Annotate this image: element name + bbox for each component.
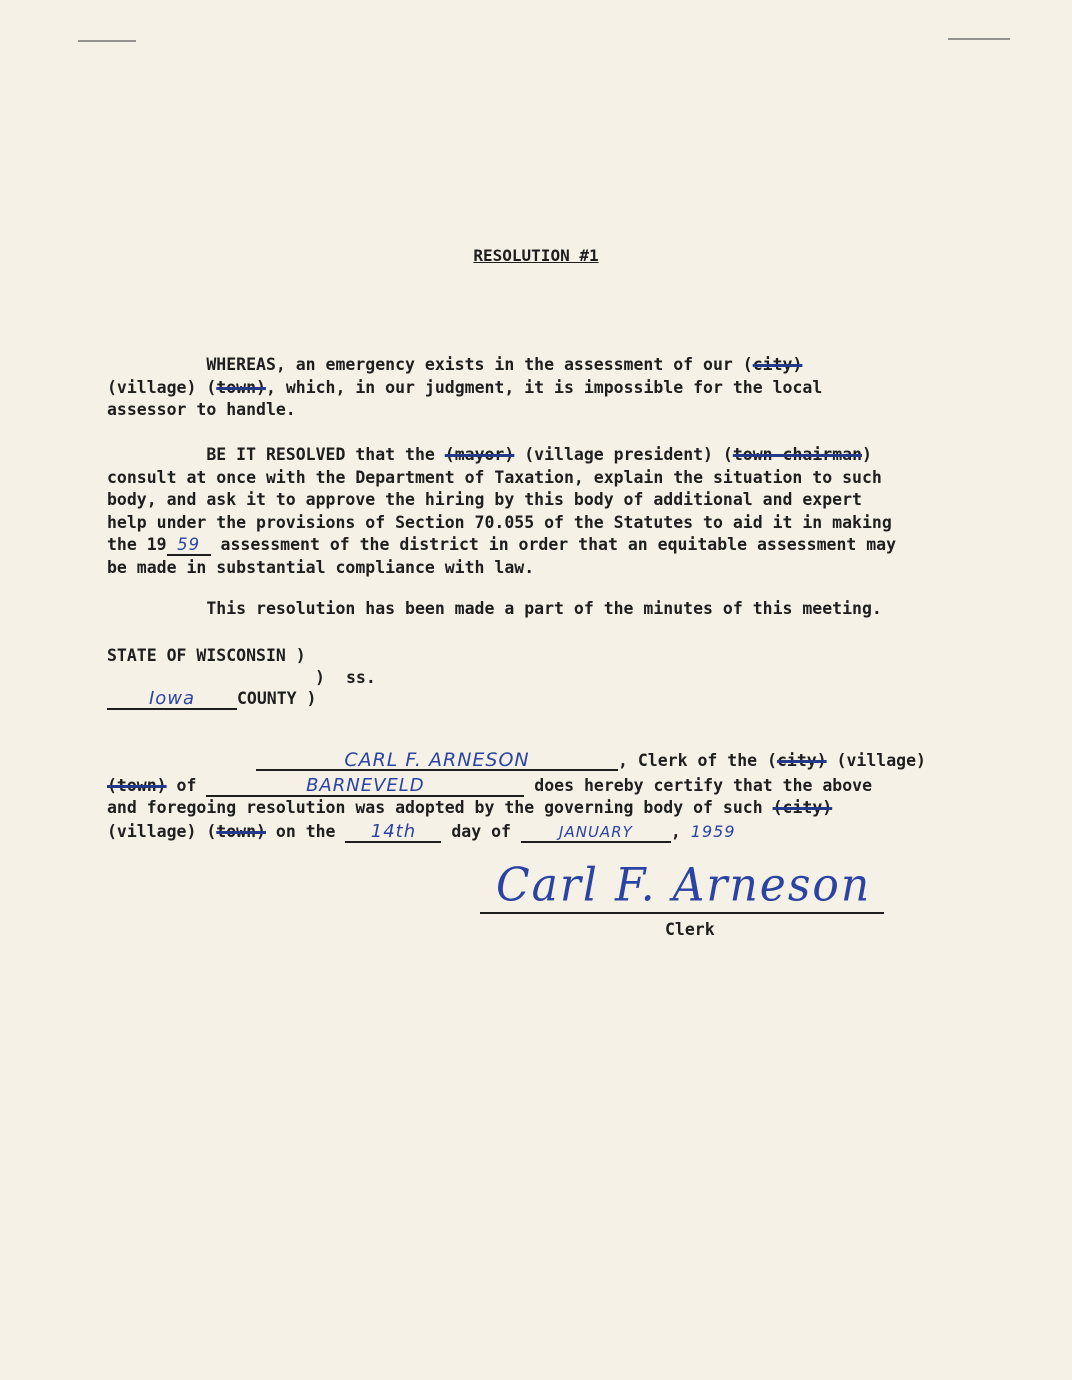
year-value: 1959 <box>690 822 736 841</box>
cert-line-1: CARL F. ARNESON , Clerk of the (city) (village) <box>256 751 926 771</box>
state-line: STATE OF WISCONSIN ) <box>107 646 306 665</box>
place-fill: BARNEVELD <box>206 777 524 797</box>
month-fill: JANUARY <box>521 823 671 843</box>
cert-line-4: (village) (town) on the 14th day of JANUARY , 1959 <box>107 821 736 842</box>
signature-line <box>480 912 884 914</box>
resolved-paragraph: BE IT RESOLVED that the (mayor) (village president) (town chairman) consult at once with the Department of Taxation, explain the situation to such body, and ask it to approve the hiring by this body of additional and expert help under the provisions of Section 70.055 of the Statutes to aid it in making the 19 59 assessment of the district in order that an equitable assessment may be made in substantial compliance with law. <box>107 445 897 577</box>
minutes-paragraph: This resolution has been made a part of the minutes of this meeting. <box>107 599 882 618</box>
signature-label: Clerk <box>665 920 715 939</box>
clerk-name-fill: CARL F. ARNESON <box>256 751 618 771</box>
document-title: RESOLUTION #1 <box>473 246 599 265</box>
whereas-paragraph: WHEREAS, an emergency exists in the assessment of our (city) (village) (town), which, in our judgment, it is impossible for the local assessor to handle. <box>107 355 823 419</box>
county-value: Iowa <box>107 690 237 710</box>
cert-line-3: and foregoing resolution was adopted by the governing body of such (city) <box>107 798 833 817</box>
cert-line-2: (town) of BARNEVELD does hereby certify that the above <box>107 775 873 796</box>
venue-paren: ) <box>315 668 325 687</box>
corner-mark <box>78 40 136 42</box>
day-fill: 14th <box>345 823 441 843</box>
clerk-signature: Carl F. Arneson <box>496 858 872 913</box>
year-fill: 59 <box>167 536 211 556</box>
county-line: Iowa COUNTY ) <box>107 689 316 710</box>
corner-mark <box>948 38 1010 40</box>
ss-label: ss. <box>346 668 376 687</box>
